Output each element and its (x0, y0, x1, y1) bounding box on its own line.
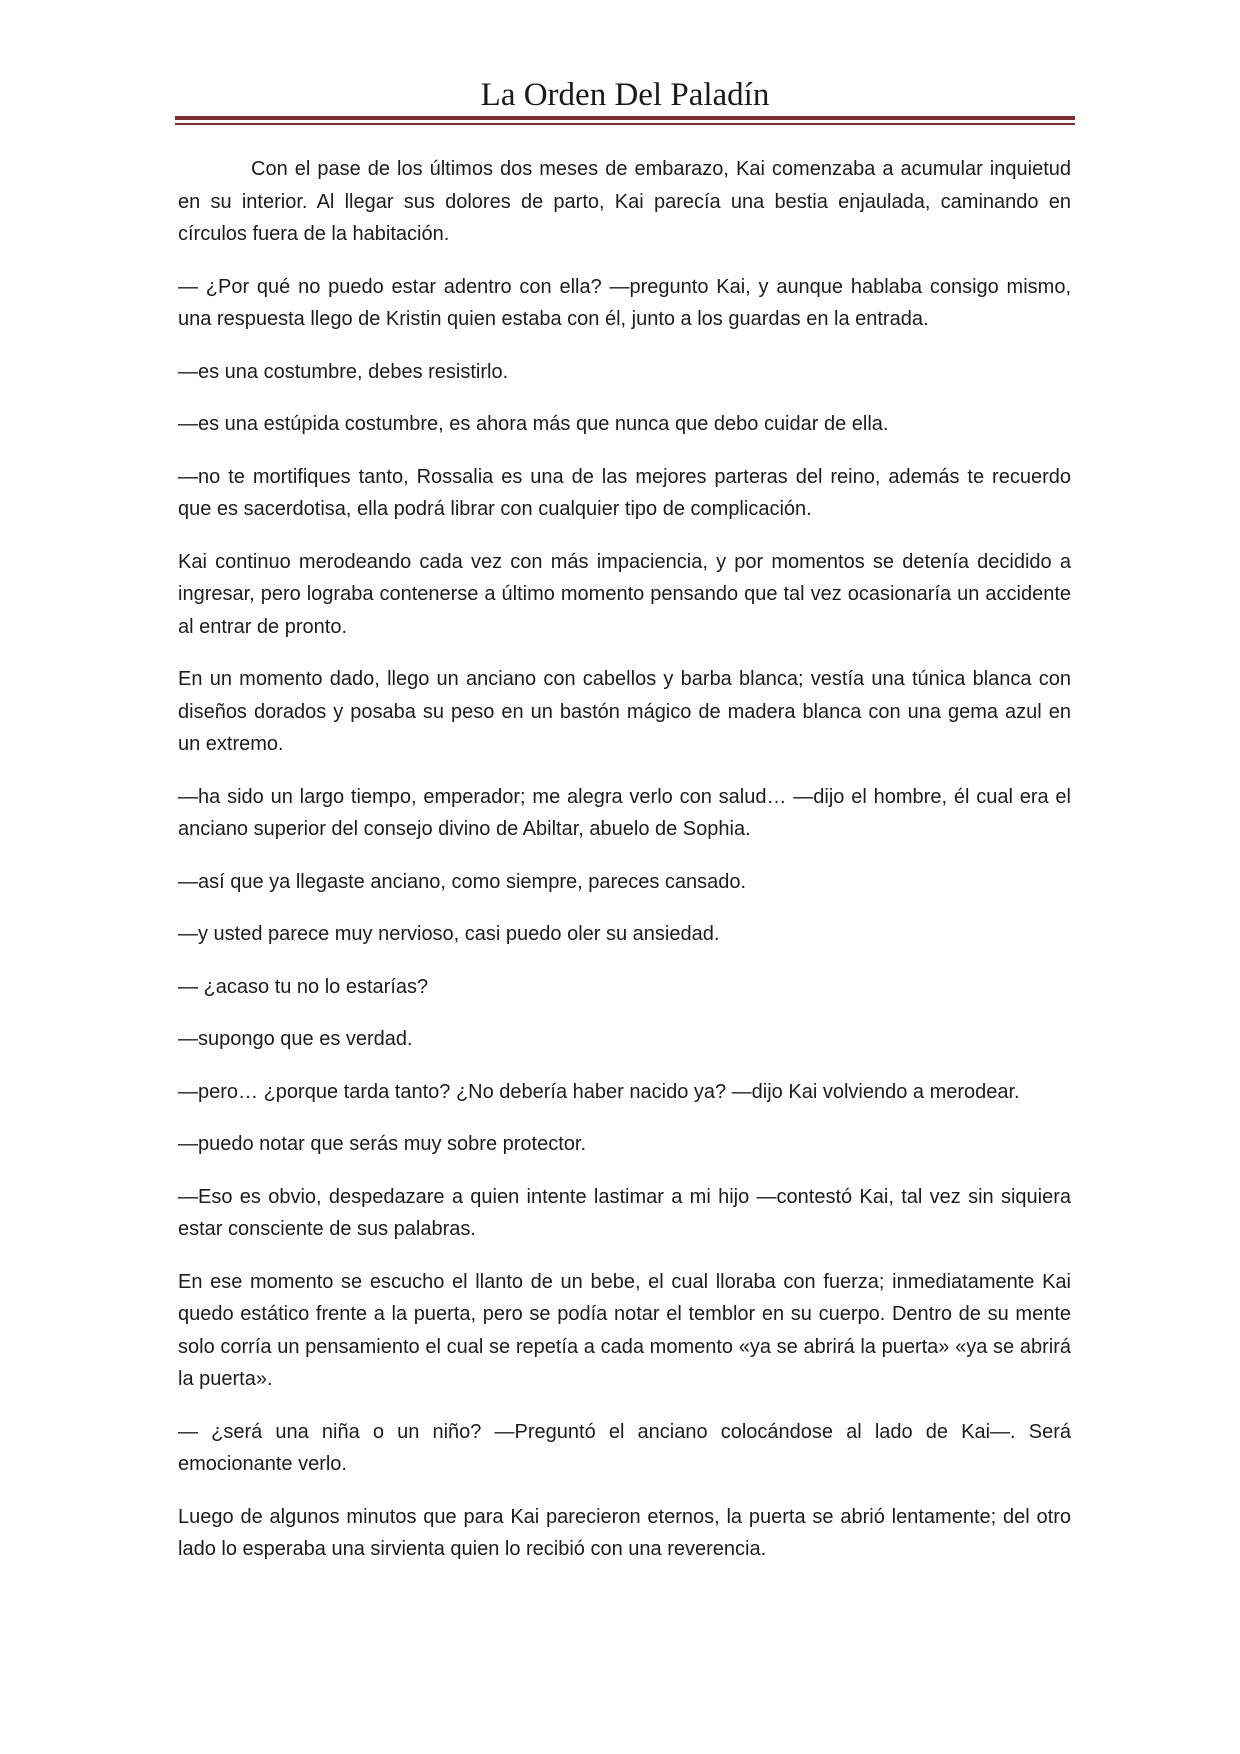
paragraph: —puedo notar que serás muy sobre protector. (178, 1133, 587, 1155)
paragraph: En un momento dado, llego un anciano con cabellos y barba blanca; vestía una túnica blanca con diseños dorados y posaba su peso en un bastón mágico de madera blanca con una gema azul en un extremo. (178, 668, 1071, 755)
header-divider-thick-line (175, 116, 1075, 120)
paragraph: Con el pase de los últimos dos meses de embarazo, Kai comenzaba a acumular inquietud en su interior. Al llegar sus dolores de parto, Kai parecía una bestia enjaulada, caminando en círculos fuera de la habitación. (178, 158, 1071, 245)
paragraph: —así que ya llegaste anciano, como siempre, pareces cansado. (178, 870, 747, 893)
header-divider-thin-line (175, 123, 1075, 125)
paragraph: Kai continuo merodeando cada vez con más impaciencia, y por momentos se detenía decidido a ingresar, pero lograba contenerse a último momento pensando que tal vez ocasionaría un accidente al entrar de pronto. (178, 550, 1071, 638)
body-text (178, 153, 1071, 1586)
paragraph: —es una costumbre, debes resistirlo. (178, 360, 509, 383)
paragraph: — ¿Por qué no puedo estar adentro con ella? —pregunto Kai, y aunque hablaba consigo mismo, una respuesta llego de Kristin quien estaba con él, junto a los guardas en la entrada. (178, 275, 1071, 330)
page-header-title: La Orden Del Paladín (480, 77, 770, 113)
paragraph: —pero… ¿porque tarda tanto? ¿No debería haber nacido ya? —dijo Kai volviendo a merodear. (178, 1080, 1020, 1103)
paragraph: —es una estúpida costumbre, es ahora más que nunca que debo cuidar de ella. (178, 413, 889, 435)
header-divider (175, 116, 1075, 126)
paragraph: —Eso es obvio, despedazare a quien intente lastimar a mi hijo —contestó Kai, tal vez sin siquiera estar consciente de sus palabras. (178, 1185, 1071, 1240)
paragraph: — ¿será una niña o un niño? —Preguntó el anciano colocándose al lado de Kai—. Será emocionante verlo. (178, 1420, 1071, 1475)
paragraph: — ¿acaso tu no lo estarías? (178, 975, 429, 998)
paragraph: —y usted parece muy nervioso, casi puedo oler su ansiedad. (178, 923, 720, 945)
paragraph: En ese momento se escucho el llanto de un bebe, el cual lloraba con fuerza; inmediatamente Kai quedo estático frente a la puerta, pero se podía notar el temblor en su cuerpo. Dentro de su mente solo corría un pensamiento el cual se repetía a cada momento «ya se abrirá la puerta» «ya se abrirá la puerta». (178, 1270, 1071, 1390)
paragraph: —no te mortifiques tanto, Rossalia es una de las mejores parteras del reino, además te recuerdo que es sacerdotisa, ella podrá librar con cualquier tipo de complicación. (178, 465, 1071, 520)
paragraph: —ha sido un largo tiempo, emperador; me alegra verlo con salud… —dijo el hombre, él cual era el anciano superior del consejo divino de Abiltar, abuelo de Sophia. (178, 785, 1071, 840)
paragraph: Luego de algunos minutos que para Kai parecieron eternos, la puerta se abrió lentamente; del otro lado lo esperaba una sirvienta quien lo recibió con una reverencia. (178, 1505, 1071, 1560)
paragraph: —supongo que es verdad. (178, 1028, 413, 1050)
